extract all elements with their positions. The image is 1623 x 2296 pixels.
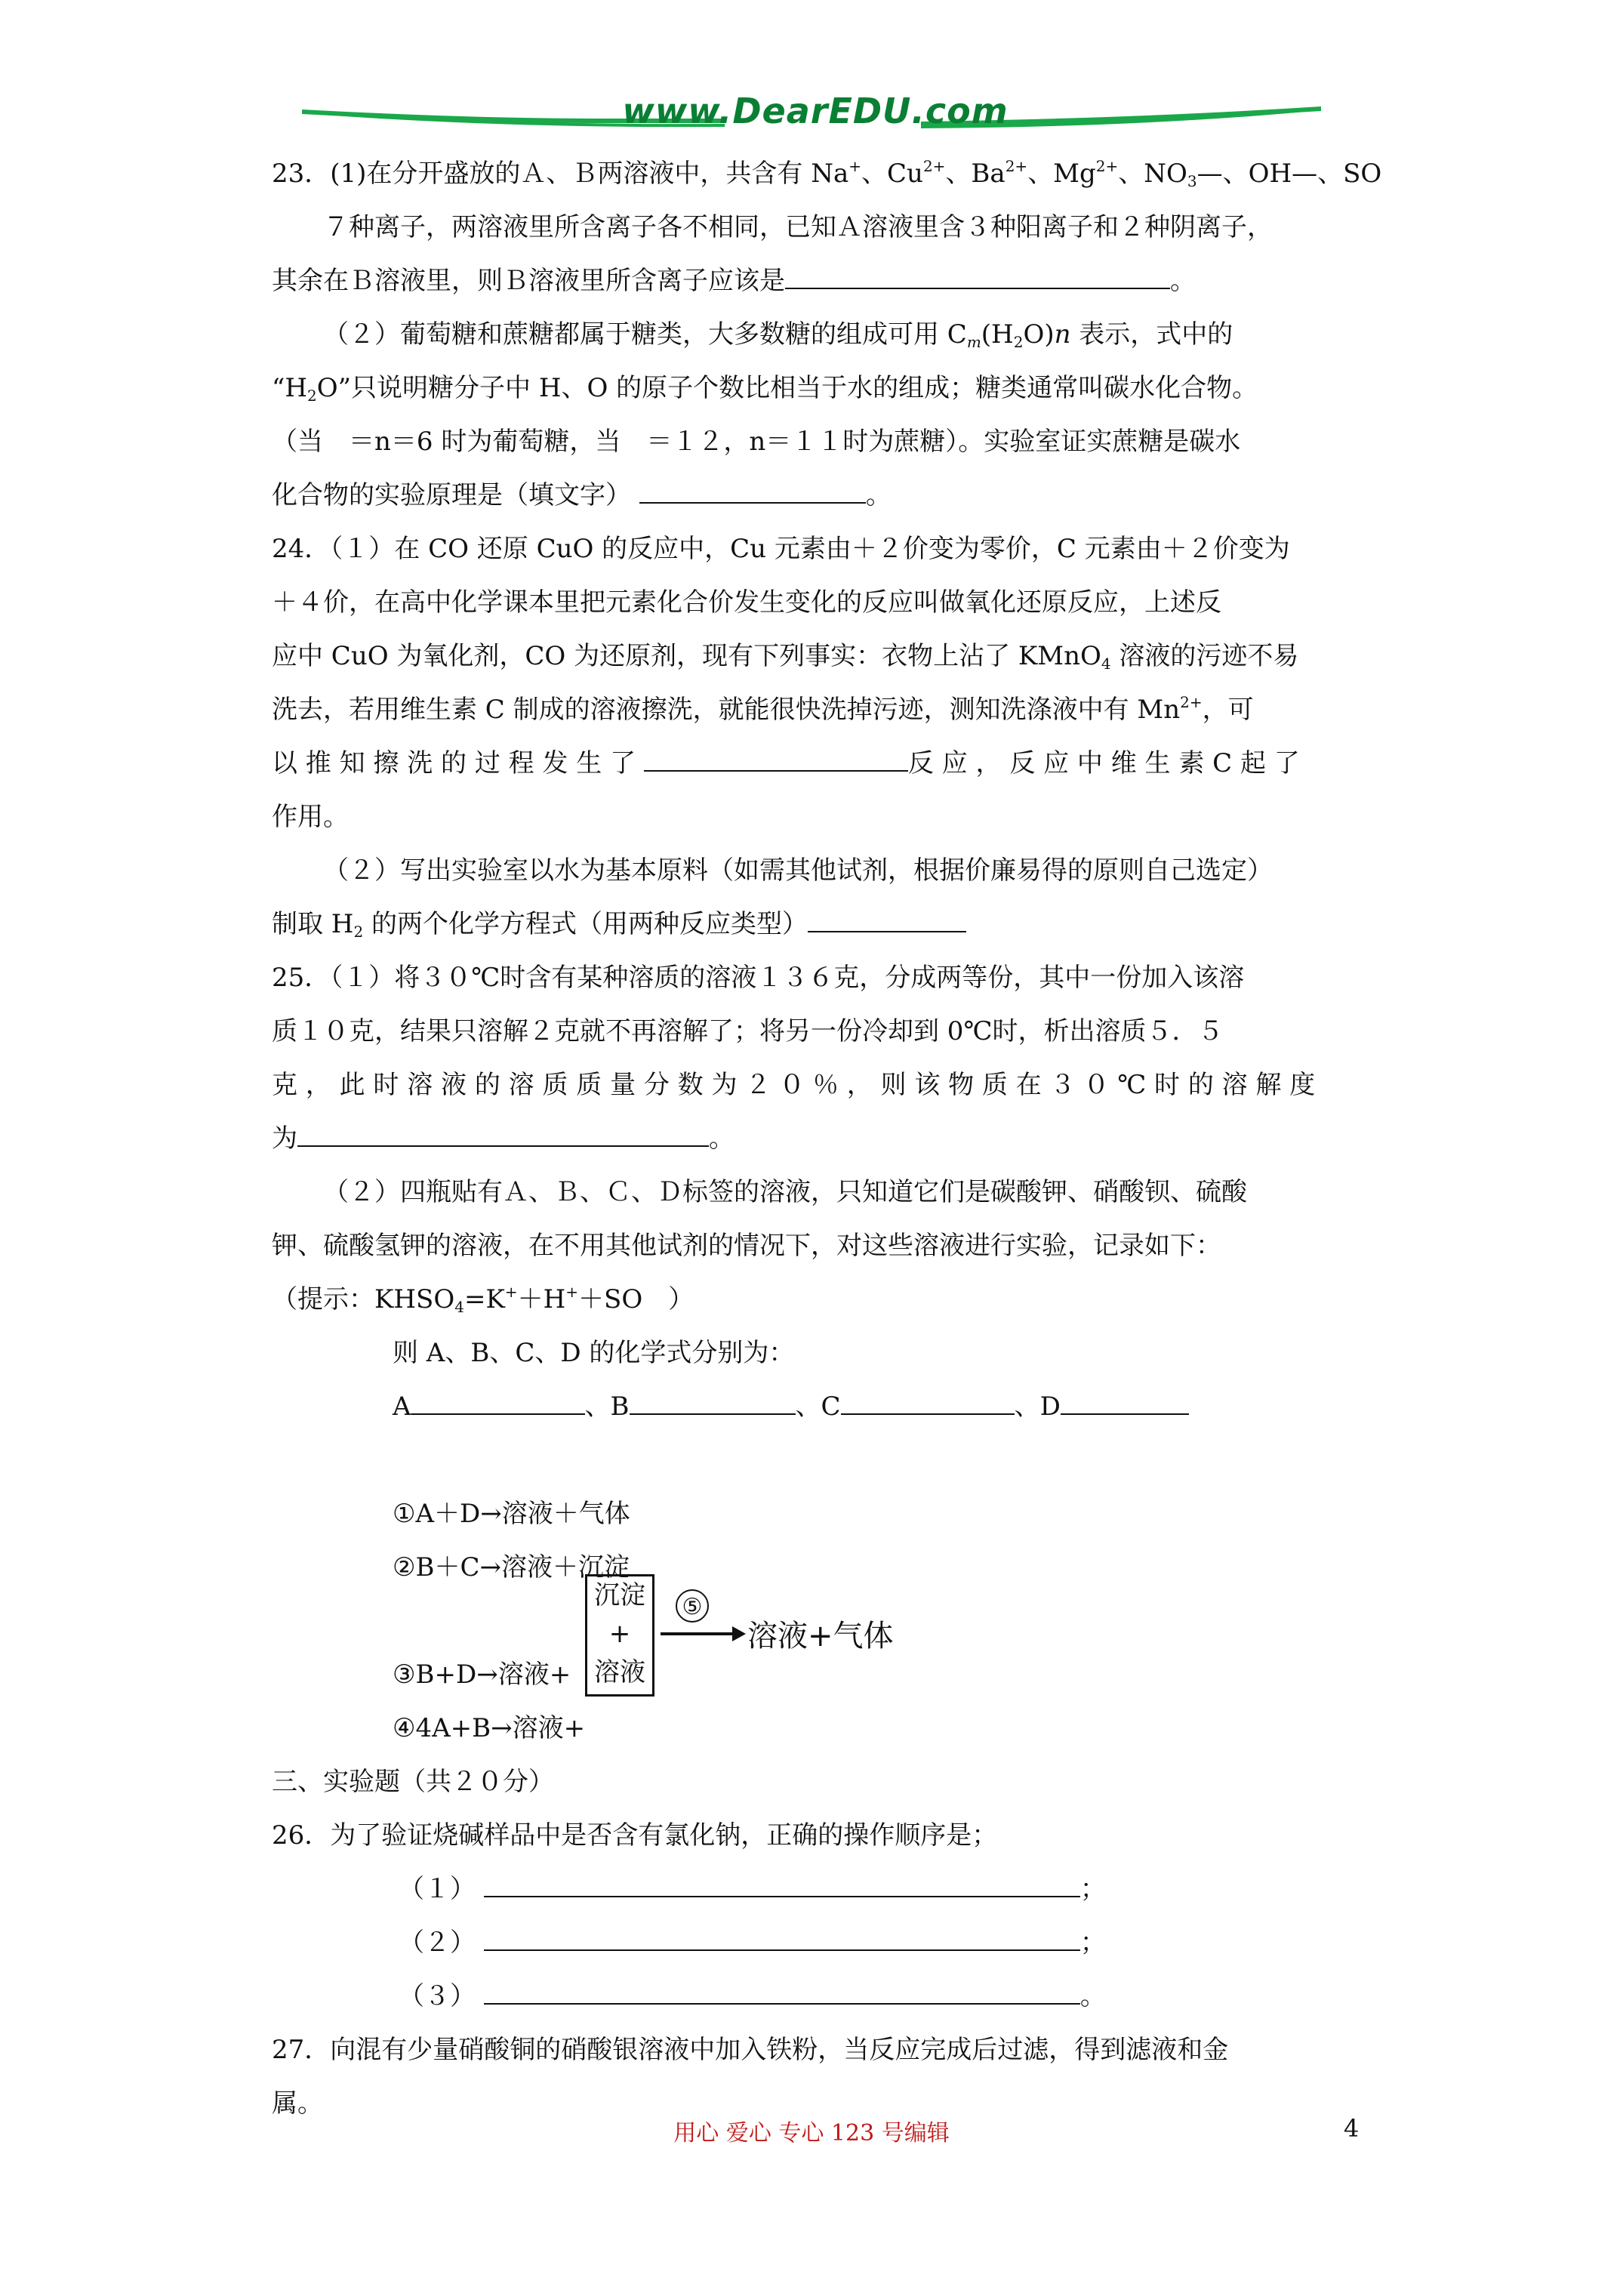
spacer (272, 1434, 1351, 1487)
reaction-3: ③B+D→溶液+ (393, 1660, 571, 1690)
q26-step-1: （１） ； (399, 1874, 1106, 1904)
answer-blank-q26-1[interactable] (484, 1873, 1080, 1897)
q24-line-5: 以 推 知 擦 洗 的 过 程 发 生 了 反 应 ， 反 应 中 维 生 素 C 起 了 (272, 748, 1300, 778)
q23-line-1: 23．(1)在分开盛放的Ａ、Ｂ两溶液中，共含有 Na+、$Cu^{2+}$、$Ba^{2+}$、$Mg^{2+}$、$NO_3—$、OH—、SO (272, 157, 1382, 190)
answer-blank-q26-2[interactable] (484, 1927, 1080, 1951)
document-body (272, 147, 1382, 2131)
q23-part2-line-2: “$H_2O$”只说明糖分子中 H、O 的原子个数比相当于水的组成；糖类通常叫碳水化合物。 (272, 373, 1258, 405)
q25-line-3: 克 ， 此 时 溶 液 的 溶 质 质 量 分 数 为 ２ ０ ％ ， 则 该 物 质 在 ３ ０ ℃ 时 的 溶 解 度 (272, 1070, 1316, 1100)
q27-line-1: 27．向混有少量硝酸铜的硝酸银溶液中加入铁粉，当反应完成后过滤，得到滤液和金 (272, 2035, 1229, 2065)
q26-step-3: （３） 。 (399, 1981, 1106, 2011)
answer-blank-q24-1[interactable] (644, 747, 908, 772)
q24-line-4: 洗去，若用维生素 C 制成的溶液擦洗，就能很快洗掉污迹，测知洗涤液中有 $Mn^{2+}$，可 (272, 693, 1254, 725)
box-mid-label: + (608, 1619, 631, 1649)
site-logo-text: www.DearEDU.com (622, 91, 1009, 131)
q25-hint-line: （提示：$KHSO_4=K^++H^++SO$ ） (272, 1283, 694, 1316)
q25-line-1: 25．（１）将３０℃时含有某种溶质的溶液１３６克，分成两等份，其中一份加入该溶 (272, 963, 1245, 993)
precipitate-solution-box (585, 1574, 654, 1697)
q25-formula-blanks: A 、B 、C 、D (272, 1380, 1351, 1434)
reaction-2: ②B＋C→溶液＋沉淀 (393, 1552, 630, 1583)
box-bottom-label: 溶液 (594, 1657, 645, 1687)
section-title-experiment: 三、实验题（共２０分） (272, 1767, 554, 1797)
q24-part2-line-2: 制取 $H_2$ 的两个化学方程式（用两种反应类型） (272, 898, 1351, 951)
q23-line-2: ７种离子，两溶液里所含离子各不相同，已知Ａ溶液里含３种阳离子和２种阴离子， (323, 212, 1273, 242)
q26-step-2: （２） ； (399, 1928, 1106, 1958)
answer-blank-A[interactable] (411, 1391, 585, 1415)
q24-part2-line-1: （２）写出实验室以水为基本原料（如需其他试剂，根据价廉易得的原则自己选定） (323, 855, 1273, 886)
answer-blank-q26-3[interactable] (484, 1980, 1080, 2005)
q25-formula-prompt: 则 A、B、C、D 的化学式分别为： (393, 1338, 795, 1368)
reaction-arrow (661, 1632, 736, 1635)
page-header (302, 91, 1321, 143)
reaction-4: ④4A+B→溶液+ (393, 1713, 586, 1743)
answer-blank-B[interactable] (630, 1391, 796, 1415)
q24-line-1: 24．（１）在 CO 还原 CuO 的反应中，Cu 元素由＋２价变为零价，C 元素由＋２价变为 (272, 534, 1290, 564)
arrow-head-icon (732, 1626, 746, 1641)
answer-blank-q24-2[interactable] (808, 908, 966, 932)
answer-blank-q23-2[interactable] (639, 479, 866, 504)
box-top-label: 沉淀 (594, 1580, 645, 1610)
q27-line-2: 属。 (272, 2088, 323, 2119)
reaction-product: 溶液+气体 (747, 1619, 894, 1653)
step-5-marker: ⑤ (676, 1589, 709, 1623)
answer-blank-C[interactable] (841, 1391, 1015, 1415)
answer-blank-q25-1[interactable] (297, 1123, 709, 1147)
answer-blank-q23-1[interactable] (785, 265, 1170, 289)
q25-part2-line-2: 钾、硫酸氢钾的溶液，在不用其他试剂的情况下，对这些溶液进行实验，记录如下： (272, 1231, 1221, 1261)
q23-part2-line-3: （当 ＝n＝6 时为葡萄糖，当 ＝１２，n＝１１时为蔗糖）。实验室证实蔗糖是碳水 (272, 427, 1241, 457)
q25-part2-line-1: （２）四瓶贴有Ａ、Ｂ、Ｃ、Ｄ标签的溶液，只知道它们是碳酸钾、硝酸钡、硫酸 (323, 1177, 1247, 1207)
q24-line-2: ＋４价，在高中化学课本里把元素化合价发生变化的反应叫做氧化还原反应，上述反 (272, 587, 1221, 618)
q24-line-6: 作用。 (272, 802, 349, 832)
q26-stem: 26．为了验证烧碱样品中是否含有氯化钠，正确的操作顺序是； (272, 1820, 998, 1851)
q23-line-3: 其余在Ｂ溶液里，则Ｂ溶液里所含离子应该是 。 (272, 266, 1196, 296)
q25-line-2: 质１０克，结果只溶解２克就不再溶解了；将另一份冷却到 0℃时，析出溶质５．５ (272, 1016, 1224, 1046)
reaction-1: ①A＋D→溶液＋气体 (393, 1499, 630, 1529)
q23-part2-line-4: 化合物的实验原理是（填文字） 。 (272, 480, 892, 510)
page-footer: 用心 爱心 专心 123 号编辑 (673, 2120, 950, 2147)
q25-line-4: 为 。 (272, 1123, 735, 1154)
q24-line-3: 应中 CuO 为氧化剂，CO 为还原剂，现有下列事实：衣物上沾了 KMnO$_4$ 溶液的污迹不易 (272, 641, 1299, 673)
answer-blank-D[interactable] (1061, 1391, 1189, 1415)
page-number: 4 (1344, 2114, 1360, 2143)
q23-part2-line-1: （２）葡萄糖和蔗糖都属于糖类，大多数糖的组成可用 $C_m(H_2O)n$ 表示，式中的 (323, 319, 1233, 351)
